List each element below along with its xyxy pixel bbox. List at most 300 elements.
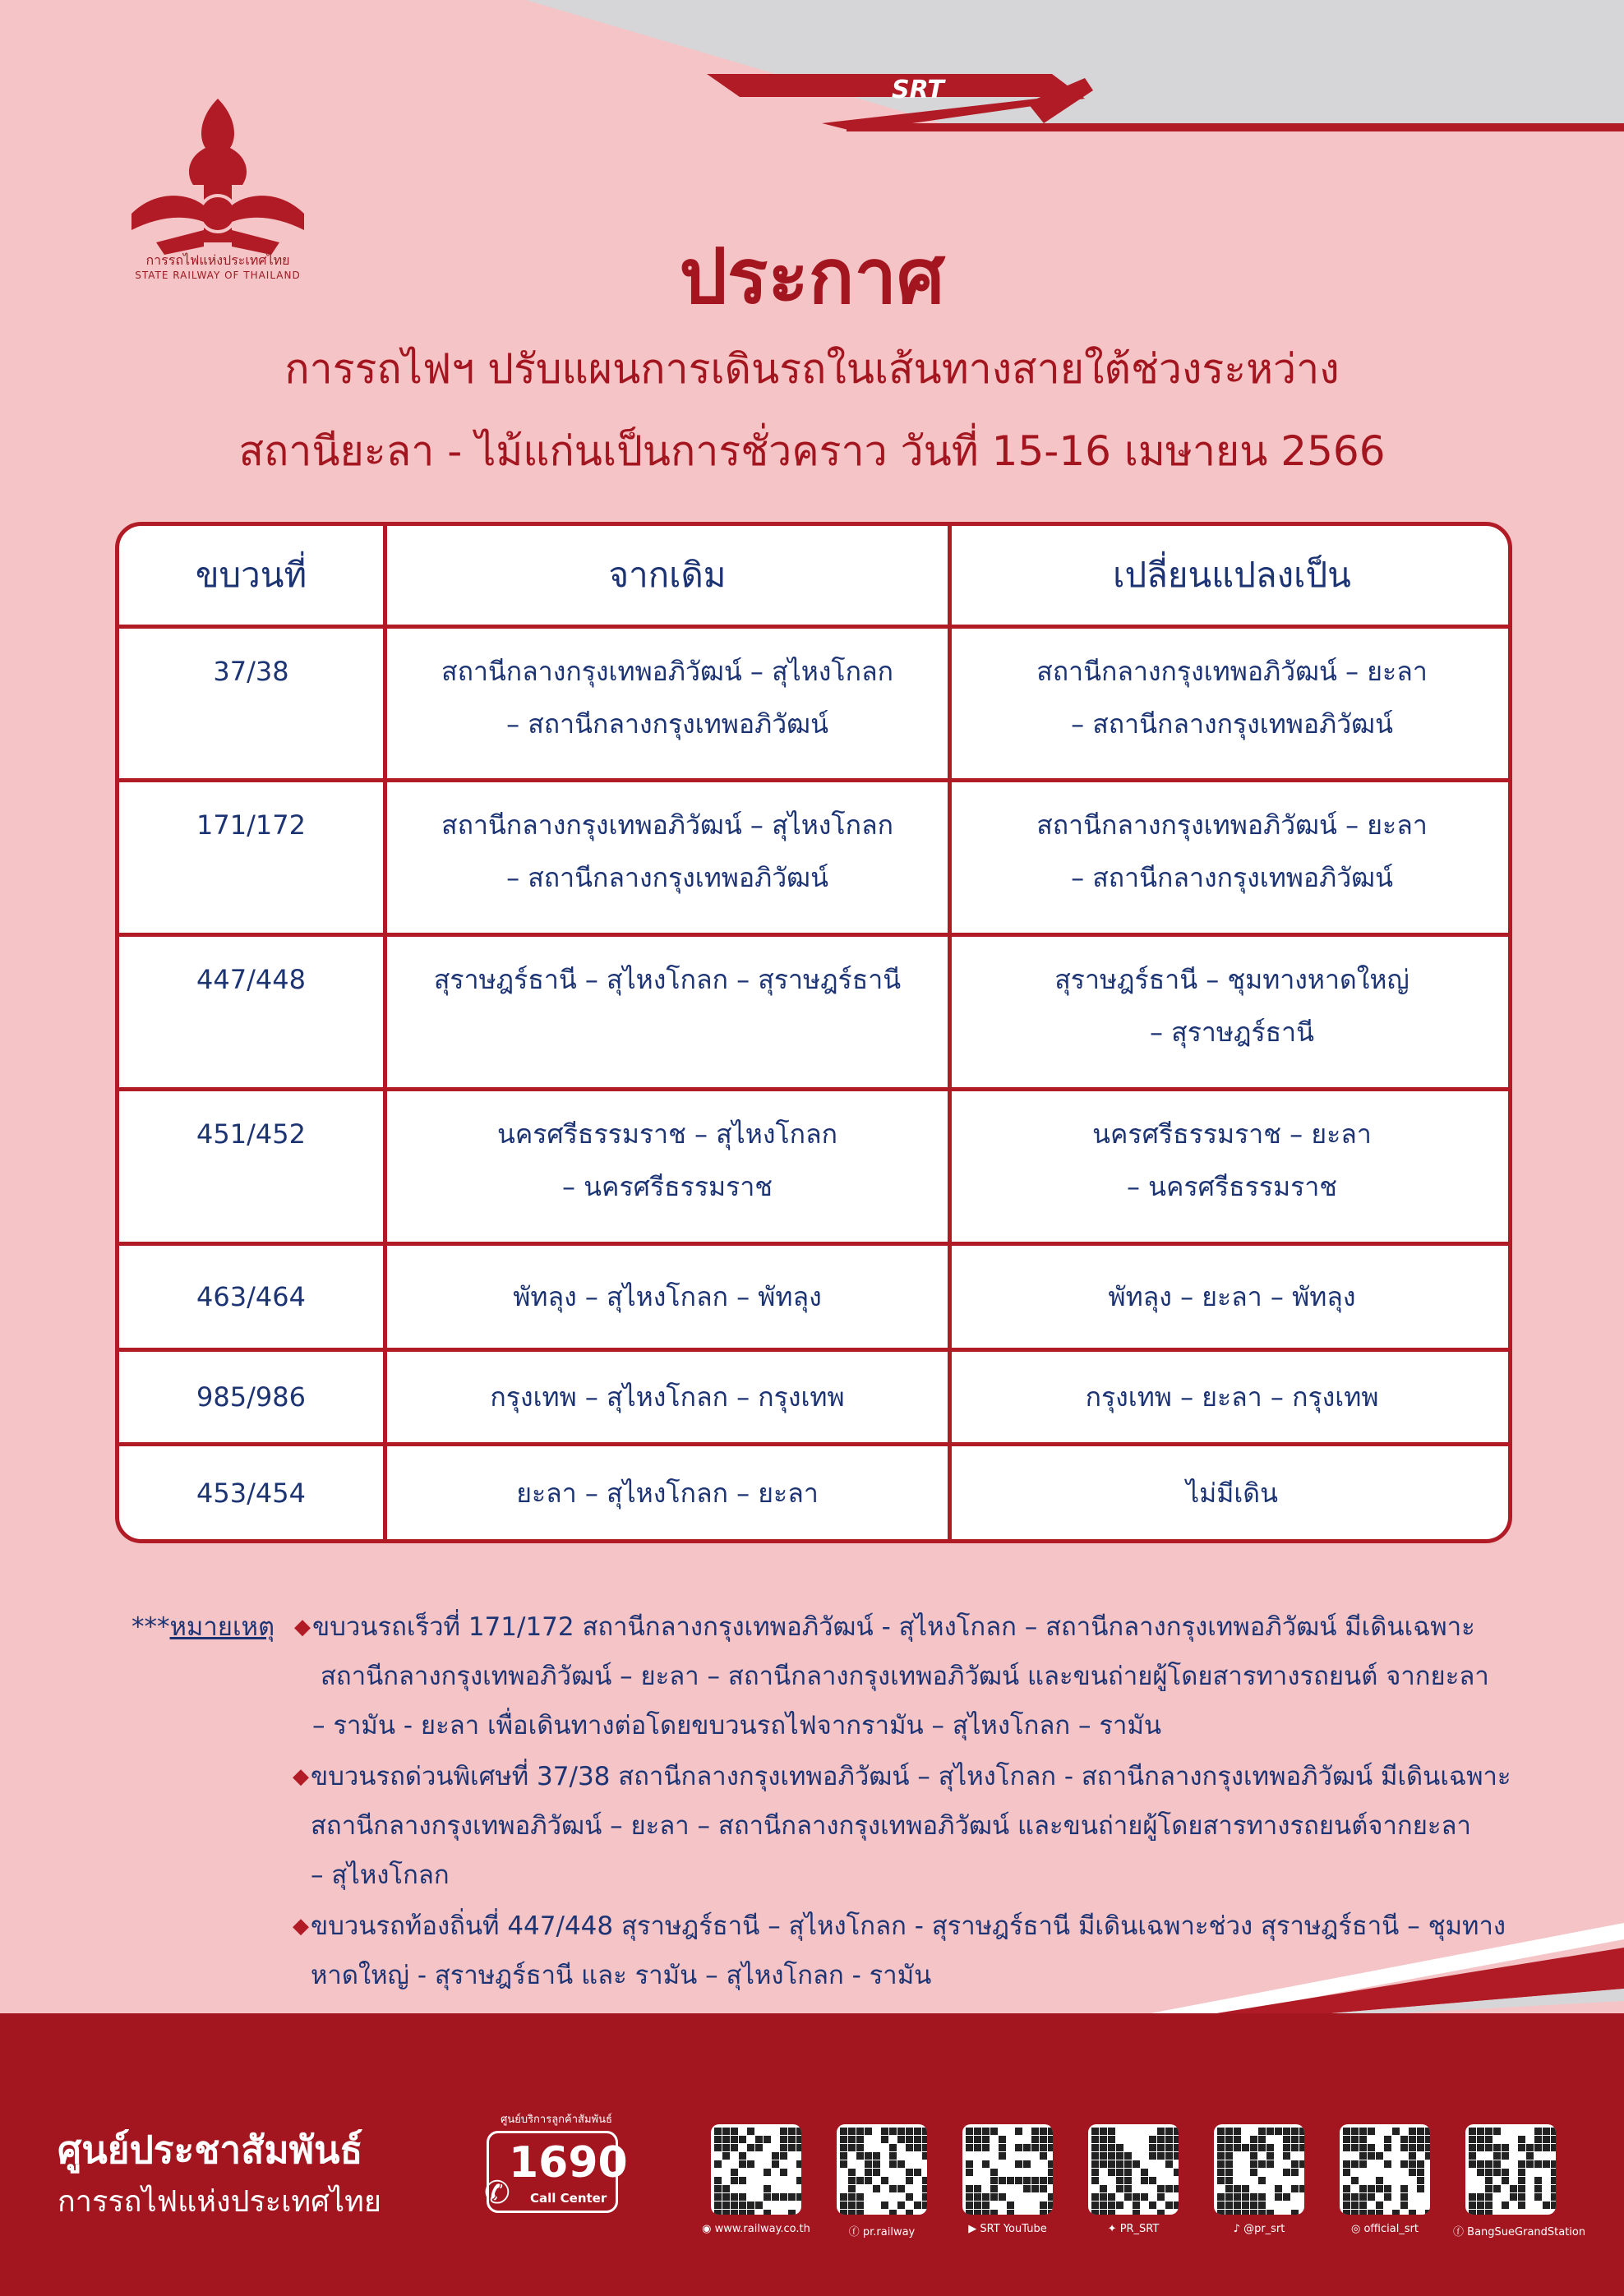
qr-tiktok[interactable]: ♪ @pr_srt xyxy=(1214,2124,1321,2235)
qr-module xyxy=(906,2169,913,2176)
qr-module xyxy=(1400,2144,1408,2151)
qr-module xyxy=(889,2128,897,2135)
qr-module xyxy=(1234,2210,1241,2215)
logo-org-thai: การรถไฟแห่งประเทศไทย xyxy=(145,252,290,268)
qr-module xyxy=(982,2144,990,2151)
qr-module xyxy=(1351,2201,1359,2209)
qr-module xyxy=(1217,2160,1225,2168)
qr-module xyxy=(1091,2193,1099,2201)
qr-module xyxy=(1518,2144,1525,2151)
qr-module xyxy=(1124,2169,1132,2176)
qr-module xyxy=(1133,2193,1140,2201)
twitter-icon: ✦ xyxy=(1107,2223,1117,2235)
qr-module xyxy=(1165,2136,1173,2143)
qr-module xyxy=(1469,2128,1476,2135)
qr-module xyxy=(982,2193,990,2201)
qr-module xyxy=(848,2193,856,2201)
qr-module xyxy=(1108,2169,1115,2176)
qr-module xyxy=(1048,2160,1053,2168)
qr-module xyxy=(922,2201,927,2209)
qr-module xyxy=(1343,2144,1350,2151)
qr-module xyxy=(1108,2160,1115,2168)
qr-module xyxy=(1291,2169,1299,2176)
qr-module xyxy=(747,2128,754,2135)
qr-module xyxy=(1469,2210,1476,2215)
qr-module xyxy=(856,2128,864,2135)
qr-module xyxy=(1384,2144,1391,2151)
qr-module xyxy=(914,2136,921,2143)
qr-module xyxy=(764,2193,771,2201)
qr-module xyxy=(1425,2210,1430,2215)
qr-module xyxy=(1368,2193,1375,2201)
qr-module xyxy=(990,2169,998,2176)
qr-module xyxy=(1477,2128,1484,2135)
qr-module xyxy=(897,2128,905,2135)
qr-module xyxy=(974,2201,981,2209)
qr-module xyxy=(1258,2144,1266,2151)
qr-module xyxy=(1225,2193,1233,2201)
qr-module xyxy=(1217,2201,1225,2209)
qr-module xyxy=(1165,2185,1173,2192)
qr-module xyxy=(1409,2160,1416,2168)
qr-module xyxy=(1425,2136,1430,2143)
qr-module xyxy=(1543,2201,1550,2209)
qr-instagram[interactable]: ◎ official_srt xyxy=(1340,2124,1446,2235)
qr-module xyxy=(889,2144,897,2151)
qr-module xyxy=(1502,2169,1509,2176)
qr-module xyxy=(999,2177,1006,2184)
qr-module xyxy=(848,2144,856,2151)
row-4-train: 451/452 xyxy=(196,1118,306,1150)
qr-module xyxy=(747,2144,754,2151)
subtitle-line-2: สถานียะลา - ไม้แก่นเป็นการชั่วคราว วันที่ 15-16 เมษายน 2566 xyxy=(238,427,1386,475)
call-center-label: Call Center xyxy=(530,2191,607,2206)
qr-module xyxy=(1551,2169,1556,2176)
qr-module xyxy=(1108,2193,1115,2201)
qr-module xyxy=(1174,2201,1179,2209)
instagram-icon: ◎ xyxy=(1350,2223,1361,2235)
qr-module xyxy=(1116,2160,1123,2168)
qr-module xyxy=(1124,2177,1132,2184)
qr-module xyxy=(1157,2193,1165,2201)
qr-module xyxy=(1502,2201,1509,2209)
qr-module xyxy=(1165,2201,1173,2209)
qr-module xyxy=(1250,2136,1257,2143)
qr-module xyxy=(1116,2201,1123,2209)
qr-module xyxy=(1225,2210,1233,2215)
qr-module xyxy=(848,2177,856,2184)
qr-module xyxy=(714,2128,722,2135)
qr-module xyxy=(731,2128,738,2135)
qr-module xyxy=(1343,2193,1350,2201)
qr-module xyxy=(1368,2210,1375,2215)
bullet-icon: ◆ xyxy=(294,1615,311,1639)
qr-module xyxy=(1217,2193,1225,2201)
qr-module xyxy=(1551,2177,1556,2184)
qr-module xyxy=(1040,2210,1047,2215)
qr-module xyxy=(1108,2210,1115,2215)
qr-module xyxy=(1534,2144,1542,2151)
qr-module xyxy=(1299,2136,1304,2143)
qr-module xyxy=(1225,2128,1233,2135)
qr-module xyxy=(1266,2152,1274,2160)
qr-module xyxy=(974,2193,981,2201)
qr-module xyxy=(1417,2185,1424,2192)
qr-module xyxy=(1409,2128,1416,2135)
call-center-badge xyxy=(484,2110,628,2213)
qr-module xyxy=(739,2160,746,2168)
qr-module xyxy=(1174,2169,1179,2176)
qr-module xyxy=(1343,2185,1350,2192)
qr-module xyxy=(755,2144,763,2151)
qr-module xyxy=(1242,2201,1249,2209)
qr-module xyxy=(1100,2210,1107,2215)
qr-code xyxy=(711,2124,801,2215)
qr-module xyxy=(1417,2169,1424,2176)
qr-module xyxy=(999,2193,1006,2201)
qr-module xyxy=(714,2201,722,2209)
qr-module xyxy=(1023,2144,1031,2151)
qr-module xyxy=(1384,2160,1391,2168)
qr-module xyxy=(1266,2144,1274,2151)
qr-module xyxy=(1534,2160,1542,2168)
qr-module xyxy=(982,2210,990,2215)
row-1-from: สถานีกลางกรุงเทพอภิวัฒน์ – สุไหงโกลก – สถานีกลางกรุงเทพอภิวัฒน์ xyxy=(441,656,893,740)
qr-module xyxy=(906,2128,913,2135)
qr-module xyxy=(1100,2136,1107,2143)
qr-module xyxy=(1376,2185,1383,2192)
qr-module xyxy=(1108,2201,1115,2209)
qr-module xyxy=(1250,2160,1257,2168)
qr-module xyxy=(1091,2201,1099,2209)
qr-module xyxy=(1100,2152,1107,2160)
qr-module xyxy=(1368,2128,1375,2135)
qr-module xyxy=(1157,2128,1165,2135)
qr-module xyxy=(1116,2144,1123,2151)
qr-module xyxy=(974,2185,981,2192)
qr-module xyxy=(1149,2152,1156,2160)
qr-module xyxy=(1384,2185,1391,2192)
qr-module xyxy=(1493,2160,1501,2168)
qr-module xyxy=(1031,2177,1039,2184)
qr-bangsue-facebook[interactable]: ⓕ BangSueGrandStation xyxy=(1465,2124,1572,2238)
qr-module xyxy=(1283,2128,1290,2135)
qr-code xyxy=(1465,2124,1556,2215)
qr-module xyxy=(772,2152,779,2160)
qr-module xyxy=(1409,2152,1416,2160)
qr-code xyxy=(1214,2124,1304,2215)
row-2-from: สถานีกลางกรุงเทพอภิวัฒน์ – สุไหงโกลก – สถานีกลางกรุงเทพอภิวัฒน์ xyxy=(441,809,893,893)
qr-module xyxy=(780,2193,787,2201)
bullet-icon: ◆ xyxy=(293,1914,309,1939)
qr-module xyxy=(848,2185,856,2192)
row-6-train: 985/986 xyxy=(196,1381,306,1413)
srt-tag: SRT xyxy=(892,76,944,104)
qr-module xyxy=(1469,2136,1476,2143)
qr-module xyxy=(1551,2128,1556,2135)
qr-module xyxy=(1275,2128,1282,2135)
facebook-icon: ⓕ xyxy=(1453,2226,1465,2238)
qr-module xyxy=(966,2144,973,2151)
qr-module xyxy=(731,2210,738,2215)
row-7-train: 453/454 xyxy=(196,1477,306,1509)
qr-module xyxy=(1469,2201,1476,2209)
qr-module xyxy=(840,2210,847,2215)
qr-module xyxy=(1141,2169,1148,2176)
qr-module xyxy=(1400,2136,1408,2143)
qr-module xyxy=(865,2169,872,2176)
row-1-to: สถานีกลางกรุงเทพอภิวัฒน์ – ยะลา – สถานีกลางกรุงเทพอภิวัฒน์ xyxy=(1036,656,1428,740)
qr-module xyxy=(1258,2201,1266,2209)
qr-module xyxy=(1299,2144,1304,2151)
qr-module xyxy=(840,2193,847,2201)
qr-module xyxy=(1149,2136,1156,2143)
qr-module xyxy=(1551,2160,1556,2168)
qr-module xyxy=(1258,2160,1266,2168)
qr-module xyxy=(974,2136,981,2143)
qr-module xyxy=(1124,2152,1132,2160)
qr-module xyxy=(1108,2136,1115,2143)
qr-module xyxy=(731,2136,738,2143)
qr-module xyxy=(1234,2136,1241,2143)
qr-module xyxy=(1116,2177,1123,2184)
qr-module xyxy=(865,2152,872,2160)
qr-module xyxy=(1510,2193,1517,2201)
qr-module xyxy=(1376,2152,1383,2160)
qr-module xyxy=(1242,2210,1249,2215)
qr-module xyxy=(1040,2152,1047,2160)
qr-module xyxy=(1040,2136,1047,2143)
qr-module xyxy=(1400,2201,1408,2209)
qr-module xyxy=(1048,2177,1053,2184)
qr-module xyxy=(1493,2144,1501,2151)
qr-code xyxy=(962,2124,1053,2215)
qr-module xyxy=(1234,2128,1241,2135)
qr-module xyxy=(722,2144,730,2151)
schedule-table xyxy=(115,522,1512,1543)
phone-icon: ✆ xyxy=(484,2174,510,2211)
qr-module xyxy=(906,2210,913,2215)
qr-module xyxy=(1258,2128,1266,2135)
qr-module xyxy=(1551,2185,1556,2192)
qr-module xyxy=(1477,2169,1484,2176)
qr-module xyxy=(772,2193,779,2201)
qr-module xyxy=(714,2193,722,2201)
qr-module xyxy=(722,2128,730,2135)
qr-module xyxy=(990,2210,998,2215)
qr-module xyxy=(1048,2169,1053,2176)
qr-module xyxy=(1116,2185,1123,2192)
qr-module xyxy=(1091,2210,1099,2215)
qr-module xyxy=(739,2136,746,2143)
qr-module xyxy=(772,2160,779,2168)
qr-module xyxy=(1425,2152,1430,2160)
logo-org-english: STATE RAILWAY OF THAILAND xyxy=(135,270,301,281)
qr-module xyxy=(1250,2193,1257,2201)
qr-module xyxy=(922,2144,927,2151)
qr-module xyxy=(982,2201,990,2209)
qr-module xyxy=(747,2201,754,2209)
tiktok-icon: ♪ xyxy=(1233,2223,1240,2235)
qr-module xyxy=(1392,2128,1400,2135)
qr-module xyxy=(780,2152,787,2160)
qr-module xyxy=(1477,2136,1484,2143)
qr-module xyxy=(747,2160,754,2168)
qr-module xyxy=(764,2210,771,2215)
qr-module xyxy=(1217,2144,1225,2151)
qr-module xyxy=(1400,2160,1408,2168)
qr-code xyxy=(1088,2124,1179,2215)
qr-module xyxy=(966,2185,973,2192)
qr-facebook[interactable]: ⓕ pr.railway xyxy=(837,2124,943,2238)
qr-module xyxy=(1477,2160,1484,2168)
qr-module xyxy=(1409,2144,1416,2151)
row-5-from: พัทลุง – สุไหงโกลก – พัทลุง xyxy=(513,1281,822,1312)
qr-module xyxy=(1485,2169,1493,2176)
qr-module xyxy=(1299,2185,1304,2192)
globe-icon: ◉ xyxy=(702,2223,712,2235)
qr-module xyxy=(865,2160,872,2168)
qr-module xyxy=(1343,2128,1350,2135)
qr-module xyxy=(1359,2152,1367,2160)
qr-website[interactable]: ◉ www.railway.co.th xyxy=(711,2124,818,2235)
qr-module xyxy=(914,2144,921,2151)
qr-module xyxy=(1174,2136,1179,2143)
qr-module xyxy=(1409,2169,1416,2176)
qr-module xyxy=(1234,2185,1241,2192)
qr-module xyxy=(1174,2185,1179,2192)
qr-module xyxy=(1469,2152,1476,2160)
qr-module xyxy=(1242,2144,1249,2151)
qr-module xyxy=(1133,2201,1140,2209)
qr-module xyxy=(1258,2193,1266,2201)
row-1-train: 37/38 xyxy=(213,656,289,687)
qr-module xyxy=(1534,2177,1542,2184)
qr-module xyxy=(1031,2136,1039,2143)
note-item-2: ◆ ขบวนรถด่วนพิเศษที่ 37/38 สถานีกลางกรุงเทพอภิวัฒน์ – สุไหงโกลก - สถานีกลางกรุงเทพอภิวัฒน์ มีเดินเฉพาะ สถานีกลางกรุงเทพอภิวัฒน์ – ยะลา – สถานีกลางกรุงเทพอภิวัฒน์ และขนถ่ายผู้โดยสารทางรถยนต์จากยะลา – สุไหงโกลก xyxy=(311,1752,1560,1900)
qr-module xyxy=(1417,2160,1424,2168)
qr-module xyxy=(966,2136,973,2143)
qr-module xyxy=(966,2169,973,2176)
qr-module xyxy=(856,2144,864,2151)
qr-module xyxy=(731,2144,738,2151)
qr-module xyxy=(1141,2193,1148,2201)
qr-module xyxy=(1351,2160,1359,2168)
qr-module xyxy=(840,2152,847,2160)
qr-module xyxy=(1518,2136,1525,2143)
qr-module xyxy=(1518,2185,1525,2192)
qr-module xyxy=(1266,2160,1274,2168)
qr-module xyxy=(1359,2210,1367,2215)
qr-module xyxy=(1518,2193,1525,2201)
footer-title: ศูนย์ประชาสัมพันธ์ xyxy=(58,2128,363,2172)
qr-module xyxy=(848,2128,856,2135)
qr-module xyxy=(714,2160,722,2168)
qr-twitter[interactable]: ✦ PR_SRT xyxy=(1088,2124,1195,2235)
qr-module xyxy=(1351,2193,1359,2201)
qr-module xyxy=(922,2193,927,2201)
qr-module xyxy=(1015,2128,1022,2135)
qr-module xyxy=(1100,2144,1107,2151)
qr-module xyxy=(1234,2193,1241,2201)
qr-module xyxy=(731,2193,738,2201)
qr-module xyxy=(1091,2128,1099,2135)
qr-module xyxy=(922,2136,927,2143)
subtitle-line-1: การรถไฟฯ ปรับแผนการเดินรถในเส้นทางสายใต้ช่วงระหว่าง xyxy=(284,345,1340,393)
qr-module xyxy=(747,2210,754,2215)
qr-module xyxy=(788,2144,796,2151)
qr-module xyxy=(840,2136,847,2143)
qr-module xyxy=(1217,2169,1225,2176)
qr-module xyxy=(881,2136,888,2143)
qr-module xyxy=(1510,2185,1517,2192)
qr-module xyxy=(966,2201,973,2209)
qr-module xyxy=(788,2128,796,2135)
qr-module xyxy=(1291,2185,1299,2192)
qr-module xyxy=(1477,2193,1484,2201)
qr-module xyxy=(1023,2185,1031,2192)
qr-module xyxy=(1283,2136,1290,2143)
qr-module xyxy=(1141,2177,1148,2184)
qr-module xyxy=(1384,2136,1391,2143)
qr-module xyxy=(739,2210,746,2215)
qr-module xyxy=(1469,2160,1476,2168)
qr-youtube[interactable]: ▶ SRT YouTube xyxy=(962,2124,1069,2235)
qr-module xyxy=(714,2177,722,2184)
qr-module xyxy=(1040,2128,1047,2135)
qr-module xyxy=(1368,2144,1375,2151)
qr-module xyxy=(1376,2177,1383,2184)
note-item-1: ◆ ขบวนรถเร็วที่ 171/172 สถานีกลางกรุงเทพอภิวัฒน์ - สุไหงโกลก – สถานีกลางกรุงเทพอภิวัฒน์ มีเดินเฉพาะ สถานีกลางกรุงเทพอภิวัฒน์ – ยะลา – สถานีกลางกรุงเทพอภิวัฒน์ และขนถ่ายผู้โดยสารทางรถยนต์ จากยะลา – รามัน - ยะลา เพื่อเดินทางต่อโดยขบวนรถไฟจากรามัน – สุไหงโกลก – รามัน xyxy=(312,1602,1562,1750)
qr-module xyxy=(974,2210,981,2215)
qr-module xyxy=(1133,2160,1140,2168)
qr-module xyxy=(1283,2144,1290,2151)
qr-module xyxy=(1526,2144,1534,2151)
qr-module xyxy=(1384,2193,1391,2201)
qr-module xyxy=(1031,2185,1039,2192)
qr-module xyxy=(1149,2144,1156,2151)
qr-module xyxy=(889,2185,897,2192)
qr-module xyxy=(1485,2128,1493,2135)
qr-module xyxy=(1275,2185,1282,2192)
qr-module xyxy=(1275,2193,1282,2201)
qr-module xyxy=(1091,2169,1099,2176)
qr-module xyxy=(1409,2210,1416,2215)
qr-module xyxy=(1359,2193,1367,2201)
qr-module xyxy=(1040,2177,1047,2184)
qr-module xyxy=(1165,2160,1173,2168)
bullet-icon: ◆ xyxy=(293,1764,309,1789)
qr-module xyxy=(1409,2136,1416,2143)
qr-module xyxy=(1485,2144,1493,2151)
qr-module xyxy=(796,2136,801,2143)
qr-module xyxy=(722,2201,730,2209)
qr-module xyxy=(873,2185,880,2192)
qr-module xyxy=(1343,2210,1350,2215)
qr-module xyxy=(1100,2160,1107,2168)
qr-module xyxy=(982,2160,990,2168)
row-4-to: นครศรีธรรมราช – ยะลา – นครศรีธรรมราช xyxy=(1092,1118,1372,1202)
qr-module xyxy=(1526,2160,1534,2168)
row-7-from: ยะลา – สุไหงโกลก – ยะลา xyxy=(516,1477,819,1509)
qr-module xyxy=(1359,2201,1367,2209)
qr-module xyxy=(1502,2152,1509,2160)
qr-module xyxy=(897,2136,905,2143)
qr-module xyxy=(856,2177,864,2184)
qr-module xyxy=(739,2152,746,2160)
qr-module xyxy=(848,2210,856,2215)
qr-module xyxy=(1518,2160,1525,2168)
